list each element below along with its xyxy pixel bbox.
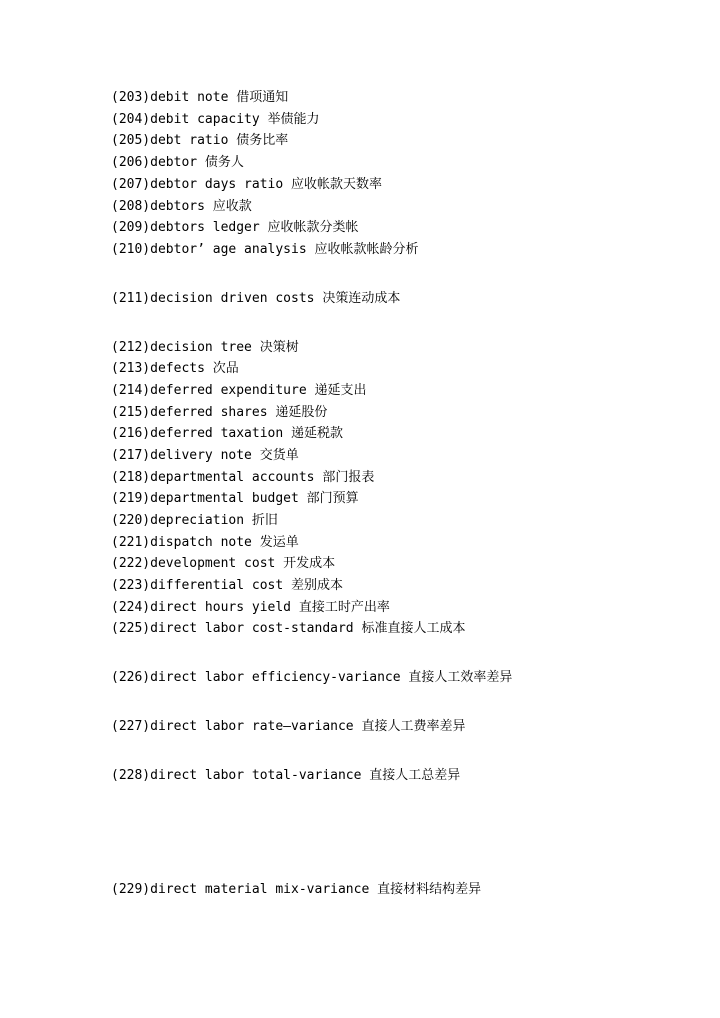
glossary-entry: (214)deferred expenditure 递延支出 <box>111 383 367 398</box>
glossary-entry: (223)differential cost 差别成本 <box>111 578 344 593</box>
glossary-entry: (211)decision driven costs 决策连动成本 <box>111 291 401 306</box>
glossary-entry: (225)direct labor cost-standard 标准直接人工成本 <box>111 621 466 636</box>
glossary-entry: (208)debtors 应收款 <box>111 199 252 214</box>
glossary-entry: (218)departmental accounts 部门报表 <box>111 470 375 485</box>
glossary-entry: (224)direct hours yield 直接工时产出率 <box>111 600 390 615</box>
glossary-entry: (226)direct labor efficiency-variance 直接人工效率差异 <box>111 670 513 685</box>
glossary-entry: (222)development cost 开发成本 <box>111 556 336 571</box>
glossary-entry: (205)debt ratio 债务比率 <box>111 133 289 148</box>
glossary-entry: (207)debtor days ratio 应收帐款天数率 <box>111 177 383 192</box>
glossary-entry: (216)deferred taxation 递延税款 <box>111 426 344 441</box>
glossary-entry: (220)depreciation 折旧 <box>111 513 278 528</box>
glossary-entry: (213)defects 次品 <box>111 361 239 376</box>
glossary-entry: (209)debtors ledger 应收帐款分类帐 <box>111 220 359 235</box>
glossary-entry: (210)debtor’ age analysis 应收帐款帐龄分析 <box>111 242 419 257</box>
glossary-entry: (221)dispatch note 发运单 <box>111 535 299 550</box>
glossary-entry: (204)debit capacity 举债能力 <box>111 112 320 127</box>
glossary-entry: (228)direct labor total-variance 直接人工总差异 <box>111 768 461 783</box>
glossary-entry: (212)decision tree 决策树 <box>111 340 299 355</box>
glossary-entry: (229)direct material mix-variance 直接材料结构差异 <box>111 882 482 897</box>
glossary-entry: (206)debtor 债务人 <box>111 155 244 170</box>
glossary-entry: (215)deferred shares 递延股份 <box>111 405 328 420</box>
glossary-entry: (227)direct labor rate—variance 直接人工费率差异 <box>111 719 466 734</box>
glossary-entry: (203)debit note 借项通知 <box>111 90 289 105</box>
glossary-entry: (219)departmental budget 部门预算 <box>111 491 359 506</box>
glossary-entry: (217)delivery note 交货单 <box>111 448 299 463</box>
